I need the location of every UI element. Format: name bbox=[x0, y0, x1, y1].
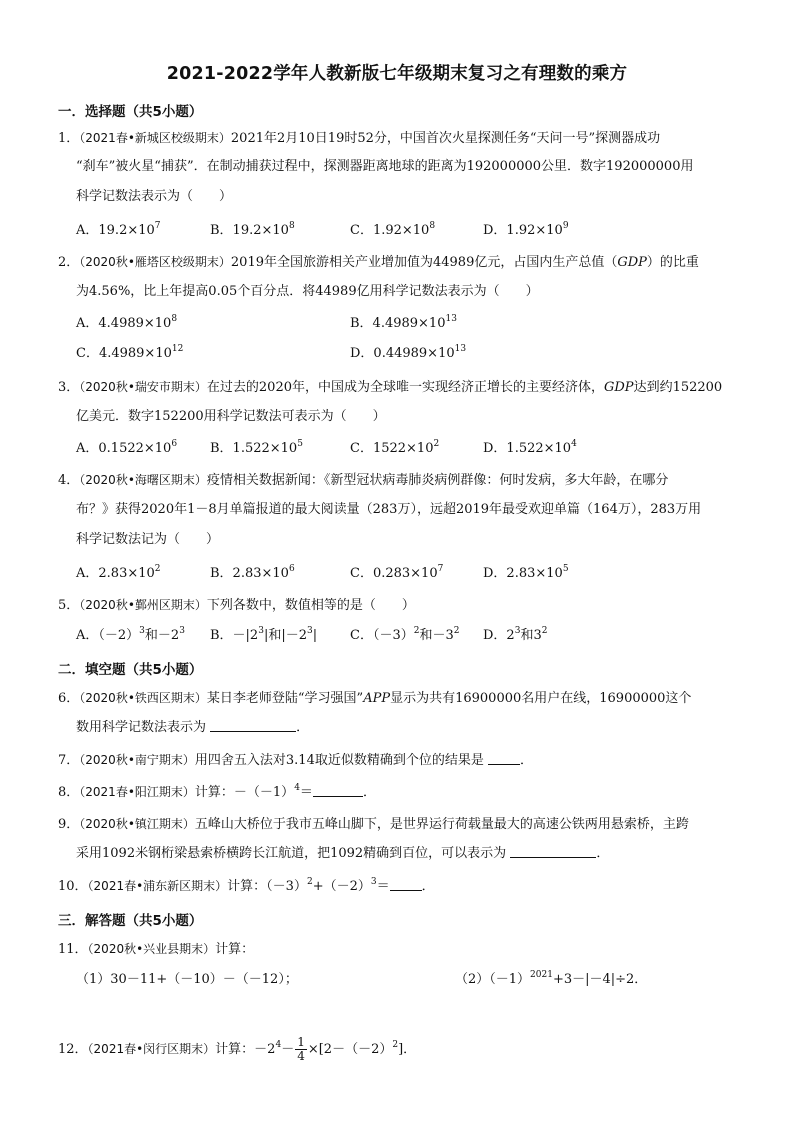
question-1-line-1: 1．（2021春•新城区校级期末）2021年2月10日19时52分，中国首次火星探测任务“天问一号”探测器成功 bbox=[58, 131, 661, 146]
question-2-option-a[interactable]: A．$4.4989\times 10^8$ bbox=[76, 314, 178, 331]
question-1-line-3: 科学记数法表示为（ ） bbox=[76, 189, 233, 204]
question-12-line-1: 12．（2021春•闵行区期末）计算：$-2^4-$ $\frac{1}{4}$ $\times[2-(-2)^2]$． bbox=[58, 1035, 417, 1063]
question-5-option-d[interactable]: D．$2^3$和$3^2$ bbox=[483, 626, 548, 643]
question-5-option-b[interactable]: B．$-|2^3|$和$|-2^3|$ bbox=[210, 626, 318, 643]
question-9-line-1: 9．（2020秋•镇江期末）五峰山大桥位于我市五峰山脚下，是世界运行荷载量最大的高速公铁两用悬索桥，主跨 bbox=[58, 817, 689, 832]
question-9-line-2: 采用1092米钢桁梁悬索桥横跨长江航道，把1092精确到百位，可以表示为 ． bbox=[76, 846, 610, 861]
question-8-line-1: 8．（2021春•阳江期末）计算：$-(-1)^4=$ ． bbox=[58, 783, 376, 800]
answer-blank-10[interactable] bbox=[390, 878, 422, 891]
question-3-option-c[interactable]: C．$1522\times 10^2$ bbox=[350, 439, 440, 456]
question-2-option-d[interactable]: D．$0.44989\times 10^{13}$ bbox=[350, 344, 467, 361]
question-3-option-a[interactable]: A．$0.1522\times 10^6$ bbox=[76, 439, 178, 456]
question-4-line-3: 科学记数法记为（ ） bbox=[76, 532, 220, 547]
question-3-line-1: 3．（2020秋•瑞安市期末）在过去的2020年，中国成为全球唯一实现经济正增长的主要经济体，GDP达到约152200 bbox=[58, 380, 723, 395]
question-1-option-c[interactable]: C．$1.92\times 10^8$ bbox=[350, 221, 436, 238]
question-1-option-a[interactable]: A．$19.2\times 10^7$ bbox=[76, 221, 161, 238]
question-11-line-1: 11．（2020秋•兴业县期末）计算： bbox=[58, 942, 255, 957]
answer-blank-8[interactable] bbox=[313, 784, 363, 797]
question-3-line-2: 亿美元．数字152200用科学记数法可表示为（ ） bbox=[76, 409, 386, 424]
question-4-option-c[interactable]: C．$0.283\times 10^7$ bbox=[350, 564, 444, 581]
question-11-part-1: （1）30－11+（－10）－（－12）； bbox=[76, 972, 298, 987]
question-5-option-a[interactable]: A．$(-2)^3$和$-2^3$ bbox=[76, 626, 185, 643]
question-1-option-b[interactable]: B．$19.2\times 10^8$ bbox=[210, 221, 295, 238]
question-2-line-1: 2．（2020秋•雁塔区校级期末）2019年全国旅游相关产业增加值为44989亿元，占国内生产总值（GDP）的比重 bbox=[58, 255, 699, 270]
answer-blank-6[interactable] bbox=[210, 719, 296, 732]
question-11-part-2: $(2)(-1)^{2021}+3-|-4|\div 2$． bbox=[455, 970, 648, 987]
question-6-line-2: 数用科学记数法表示为 ． bbox=[76, 720, 310, 735]
question-4-option-a[interactable]: A．$2.83\times 10^2$ bbox=[76, 564, 161, 581]
question-4-option-b[interactable]: B．$2.83\times 10^6$ bbox=[210, 564, 295, 581]
question-3-option-b[interactable]: B．$1.522\times 10^5$ bbox=[210, 439, 303, 456]
question-4-line-2: 布？》获得2020年1－8月单篇报道的最大阅读量（283万），远超2019年最受欢迎单篇（164万），283万用 bbox=[76, 502, 702, 517]
answer-blank-9[interactable] bbox=[510, 845, 596, 858]
question-4-line-1: 4．（2020秋•海曙区期末）疫情相关数据新闻：《新型冠状病毒肺炎病例群像：何时发病，多大年龄，在哪分 bbox=[58, 473, 669, 488]
answer-blank-7[interactable] bbox=[488, 752, 520, 765]
question-5-option-c[interactable]: C．$(-3)^2$和$-3^2$ bbox=[350, 626, 460, 643]
page-title: 2021-2022学年人教新版七年级期末复习之有理数的乘方 bbox=[166, 64, 628, 84]
section-heading-solve: 三．解答题（共5小题） bbox=[58, 913, 203, 929]
question-1-line-2: “刹车”被火星“捕获”．在制动捕获过程中，探测器距离地球的距离为192000000公里．数字192000000用 bbox=[76, 159, 694, 174]
question-4-option-d[interactable]: D．$2.83\times 10^5$ bbox=[483, 564, 569, 581]
question-2-line-2: 为4.56%，比上年提高0.05个百分点．将44989亿用科学记数法表示为（ ） bbox=[76, 284, 539, 299]
fraction-one-quarter: $\frac{1}{4}$ bbox=[297, 1035, 305, 1063]
question-10-line-1: 10．（2021春•浦东新区期末）计算：$(-3)^2+(-2)^3=$ ． bbox=[58, 877, 435, 894]
section-heading-choice: 一．选择题（共5小题） bbox=[58, 104, 203, 120]
question-5-line-1: 5．（2020秋•鄞州区期末）下列各数中，数值相等的是（ ） bbox=[58, 598, 415, 613]
question-7-line-1: 7．（2020秋•南宁期末）用四舍五入法对3.14取近似数精确到个位的结果是 ． bbox=[58, 753, 534, 768]
question-3-option-d[interactable]: D．$1.522\times 10^4$ bbox=[483, 439, 577, 456]
question-2-option-c[interactable]: C．$4.4989\times 10^{12}$ bbox=[76, 344, 184, 361]
question-6-line-1: 6．（2020秋•铁西区期末）某日李老师登陆“学习强国”APP显示为共有16900000名用户在线，16900000这个 bbox=[58, 691, 692, 706]
section-heading-fill: 二．填空题（共5小题） bbox=[58, 662, 203, 678]
question-2-option-b[interactable]: B．$4.4989\times 10^{13}$ bbox=[350, 314, 457, 331]
question-1-option-d[interactable]: D．$1.92\times 10^9$ bbox=[483, 221, 569, 238]
